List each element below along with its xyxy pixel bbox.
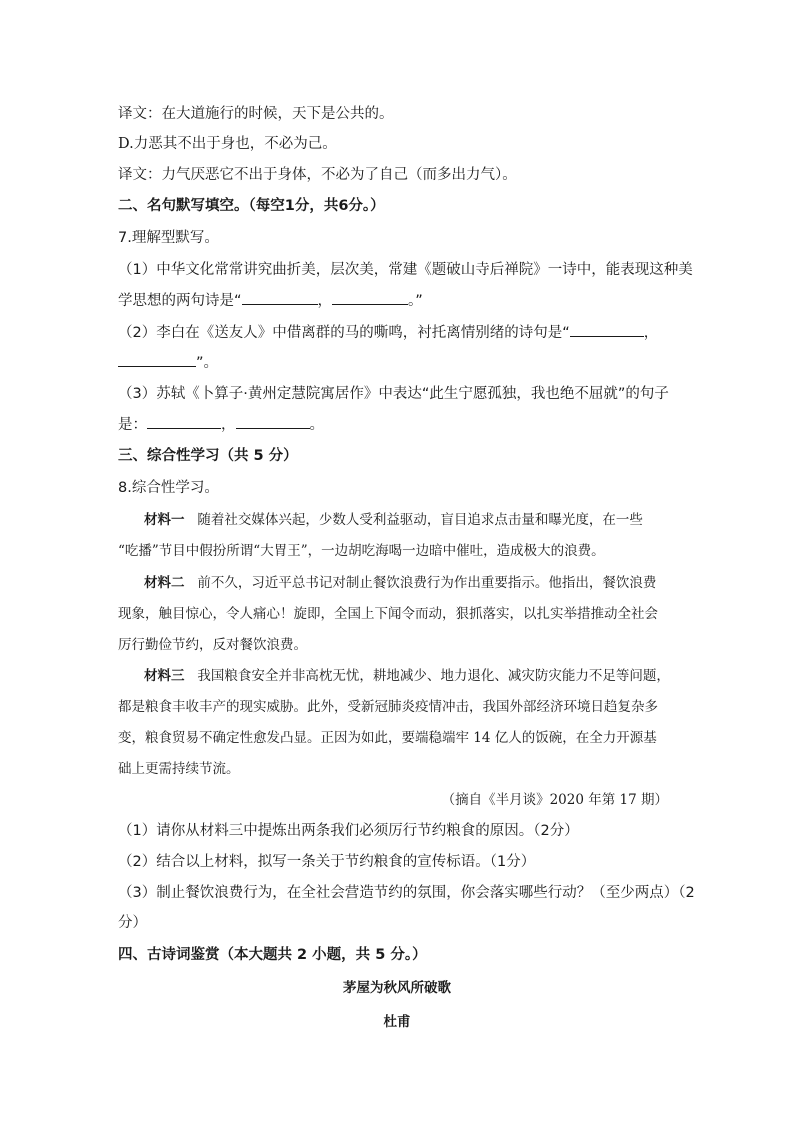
question-text: （1）中华文化常常讲究曲折美，层次美，常建《题破山寺后禅院》一诗中，能表现这种美 [118,262,693,278]
material-text: 都是粮食丰收丰产的现实威胁。此外，受新冠肺炎疫情冲击，我国外部经济环境日趋复杂多 [118,699,658,715]
option-d-line: D.力恶其不出于身也，不必为己。 [118,136,337,152]
material-two: 材料二 前不久，习近平总书记对制止餐饮浪费行为作出重要指示。他指出，餐饮浪费 [144,575,657,591]
translation-line: 译文：力气厌恶它不出于身体，不必为了自己（而多出力气）。 [118,167,517,183]
material-text: 础上更需持续节流。 [118,761,240,777]
material-three: 材料三 我国粮食安全并非高枕无忧，耕地减少、地力退化、减灾防灾能力不足等问题， [144,668,670,684]
sub-question: （2）结合以上材料，拟写一条关于节约粮食的宣传标语。（1分） [118,854,536,870]
material-one: 材料一 随着社交媒体兴起，少数人受利益驱动，盲目追求点击量和曝光度，在一些 [144,512,643,528]
material-label: 材料三 [144,668,185,684]
fill-blank[interactable] [570,322,644,337]
sub-question: 分） [118,915,147,931]
fill-blank[interactable] [118,352,196,367]
question-text-with-blanks: ”。 [118,352,218,373]
translation-line: 译文：在大道施行的时候，天下是公共的。 [118,106,394,122]
material-label: 材料二 [144,575,185,591]
poem-author: 杜甫 [383,1014,411,1030]
section-heading: 四、古诗词鉴赏（本大题共 2 小题，共 5 分。） [118,947,427,963]
question-text-with-blanks: （2）李白在《送友人》中借离群的马的嘶鸣，衬托离情别绪的诗句是“ ， [118,322,658,343]
material-text: “吃播”节目中假扮所谓“大胃王”，一边胡吃海喝一边暗中催吐，造成极大的浪费。 [118,543,605,559]
fill-blank[interactable] [236,414,310,429]
fill-blank[interactable] [147,414,221,429]
question-text-with-blanks: 是： ， 。 [118,414,324,435]
poem-title: 茅屋为秋风所破歌 [343,980,451,996]
question-text: （3）苏轼《卜算子·黄州定慧院寓居作》中表达“此生宁愿孤独，我也绝不屈就”的句子 [118,386,669,402]
fill-blank[interactable] [242,290,318,305]
source-citation: （摘自《半月谈》2020 年第 17 期） [441,792,668,808]
sub-question: （3）制止餐饮浪费行为，在全社会营造节约的氛围，你会落实哪些行动？（至少两点）（2 [118,885,695,901]
question-title: 7.理解型默写。 [118,230,219,246]
question-title: 8.综合性学习。 [118,480,219,496]
material-text: 变，粮食贸易不确定性愈发凸显。正因为如此，要端稳端牢 14 亿人的饭碗，在全力开源基 [118,730,657,746]
fill-blank[interactable] [332,290,408,305]
sub-question: （1）请你从材料三中提炼出两条我们必须厉行节约粮食的原因。（2分） [118,823,579,839]
section-heading: 二、名句默写填空。（每空1分，共6分。） [118,198,385,214]
material-text: 厉行勤俭节约，反对餐饮浪费。 [118,637,307,653]
material-label: 材料一 [144,512,185,528]
question-text-with-blanks: 学思想的两句诗是“ ， 。” [118,290,423,311]
material-text: 现象，触目惊心，令人痛心！旋即，全国上下闻令而动，狠抓落实，以扎实举措推动全社会 [118,606,658,622]
section-heading: 三、综合性学习（共 5 分） [118,448,298,464]
